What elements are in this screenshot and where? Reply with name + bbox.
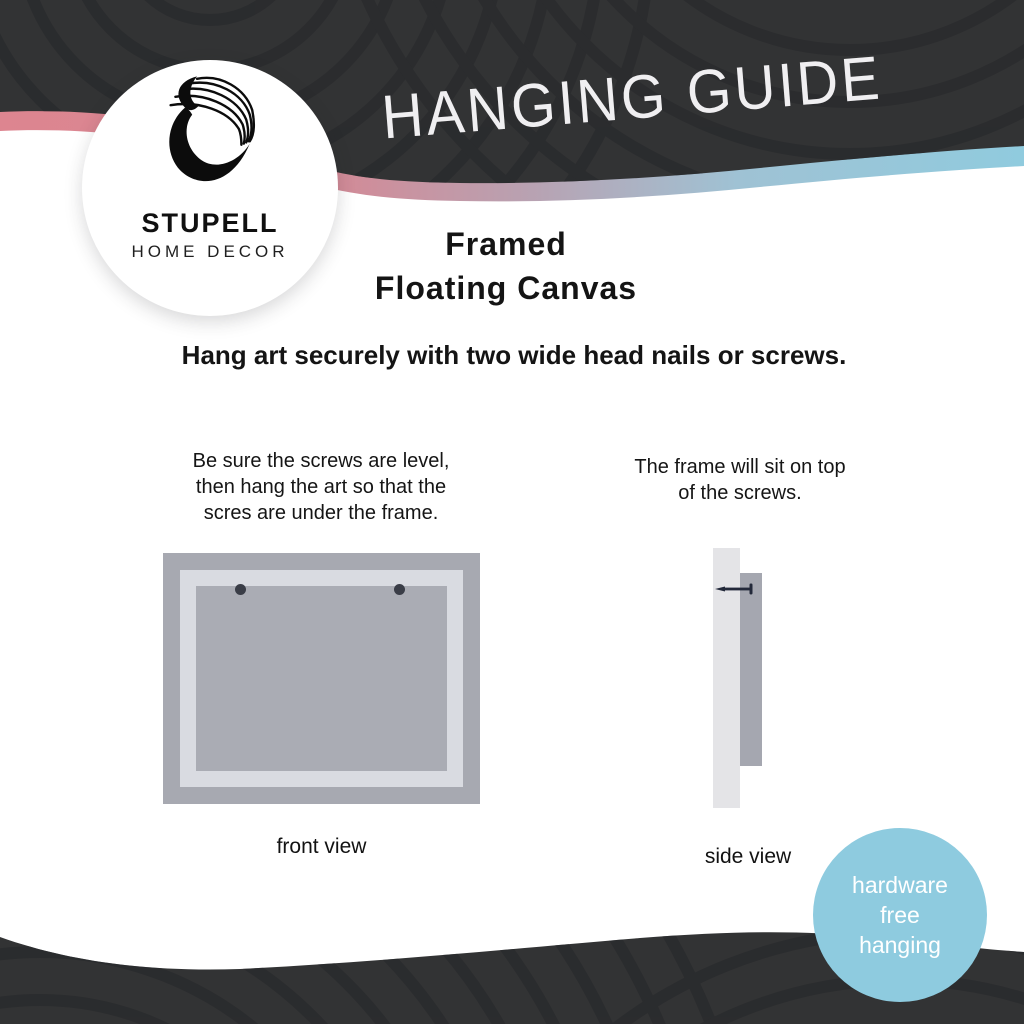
product-title-line2: Floating Canvas [374, 270, 638, 306]
front-view-note [140, 448, 502, 526]
screw-dot-left [235, 584, 246, 595]
frame-mat [180, 570, 463, 787]
badge-line3: hanging [859, 932, 941, 958]
main-instruction: Hang art securely with two wide head nails or screws. [181, 340, 847, 370]
front-note-line2: then hang the art so that the [195, 476, 447, 498]
badge-line2: free [880, 902, 920, 928]
front-note-line3: scres are under the frame. [203, 502, 439, 524]
hardware-free-badge [813, 828, 987, 1002]
badge-line1: hardware [852, 872, 948, 898]
front-view-caption: front view [276, 835, 367, 858]
side-note-line2: of the screws. [678, 482, 802, 504]
nail-icon [714, 582, 756, 596]
brand-tagline: HOME DECOR [131, 242, 289, 261]
side-note-line1: The frame will sit on top [634, 456, 846, 478]
front-view-diagram [163, 553, 480, 804]
page-title: HANGING GUIDE [379, 43, 885, 153]
product-title-line1: Framed [445, 226, 567, 262]
screw-dot-right [394, 584, 405, 595]
side-canvas-bar [740, 573, 762, 766]
brand-name: STUPELL [141, 208, 279, 238]
brand-swoosh-icon [148, 74, 270, 194]
side-view-caption: side view [704, 845, 792, 868]
front-note-line1: Be sure the screws are level, [192, 450, 450, 472]
product-title [256, 222, 756, 310]
frame-canvas [196, 586, 447, 771]
side-view-note [588, 454, 892, 506]
